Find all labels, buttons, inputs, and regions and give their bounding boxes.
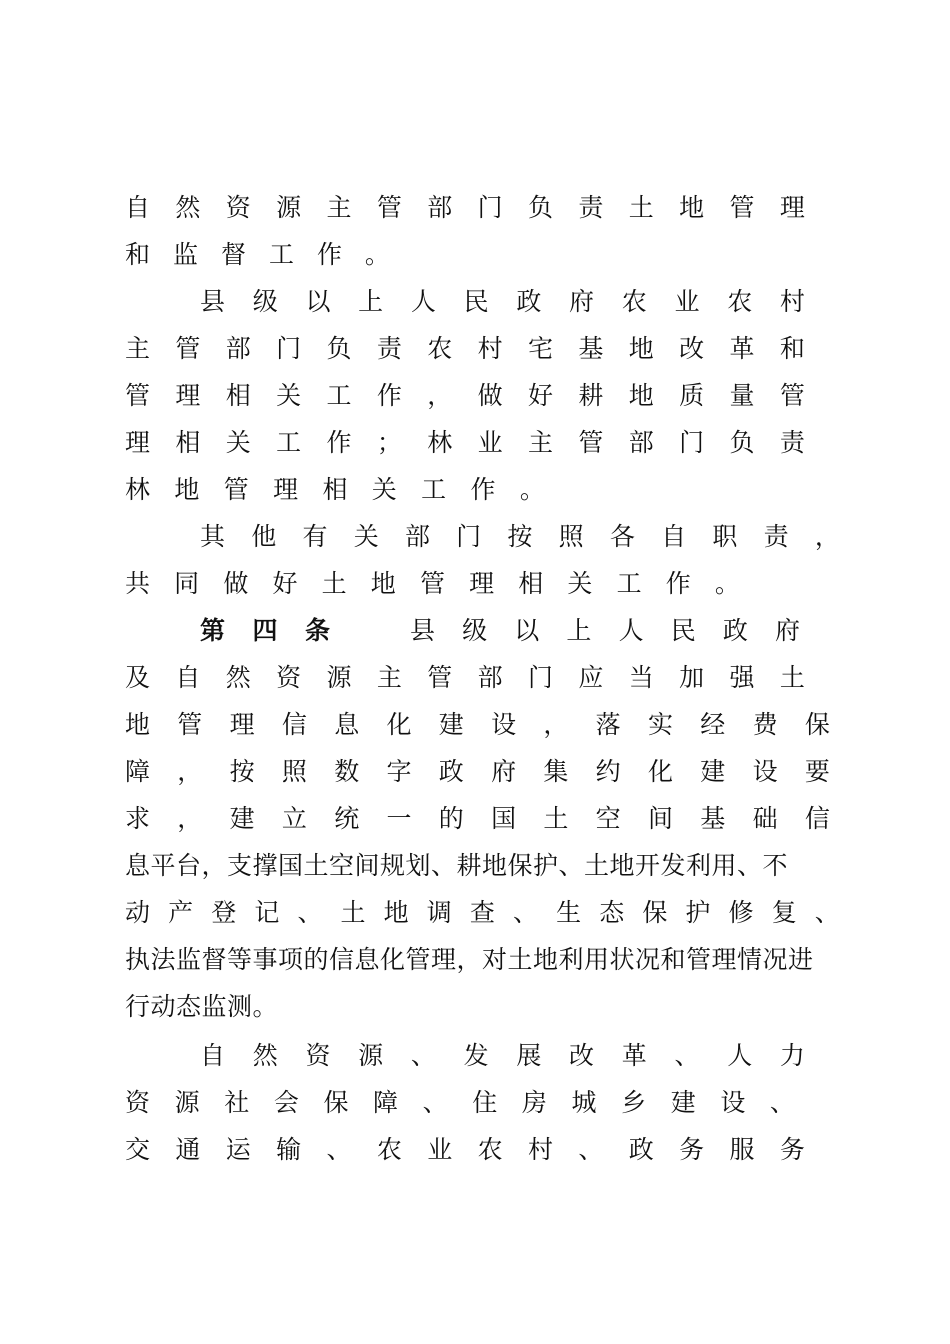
text-char: 交: [125, 1135, 151, 1164]
text-char: 信: [281, 710, 307, 739]
text-char: 管: [125, 381, 151, 410]
text-char: 会: [273, 1088, 299, 1117]
text-char: 府: [569, 287, 595, 316]
text-char: 地: [174, 475, 200, 504]
text-char: 政: [438, 757, 464, 786]
text-line-8: [200, 517, 840, 557]
text-char: 设: [720, 1088, 746, 1117]
text-char: 级: [252, 287, 278, 316]
text-char: ，: [543, 710, 569, 739]
heading-char: 第: [200, 616, 226, 645]
text-char: 。: [519, 475, 545, 504]
text-char: 工: [616, 569, 642, 598]
text-char: 民: [670, 616, 696, 645]
text-char: 空: [595, 804, 621, 833]
text-line-6: [125, 423, 805, 463]
heading-char: 条: [304, 616, 330, 645]
text-char: 业: [427, 1135, 453, 1164]
article-number: [200, 611, 330, 651]
text-char: 态: [599, 898, 625, 927]
text-char: 源: [326, 663, 352, 692]
text-char: 建: [438, 710, 464, 739]
text-char: 理: [229, 710, 255, 739]
text-char: 作: [470, 475, 496, 504]
text-char: 化: [386, 710, 412, 739]
text-char: 作: [326, 428, 352, 457]
text-char: 立: [281, 804, 307, 833]
text-char: 费: [752, 710, 778, 739]
text-char: 集: [543, 757, 569, 786]
text-char: 运: [225, 1135, 251, 1164]
text-char: 门: [456, 522, 482, 551]
text-line-3: [200, 282, 805, 322]
text-char: 地: [125, 710, 151, 739]
text-char: 地: [679, 193, 705, 222]
text-char: 改: [679, 334, 705, 363]
text-char: 主: [125, 334, 151, 363]
text-char: 土: [321, 569, 347, 598]
text-char: 数: [334, 757, 360, 786]
text-char: 按: [229, 757, 255, 786]
text-char: 理: [779, 193, 805, 222]
text-char: 林: [125, 475, 151, 504]
text-char: 理: [175, 381, 201, 410]
text-char: 农: [727, 287, 753, 316]
text-char: 建: [229, 804, 255, 833]
text-char: 相: [225, 381, 251, 410]
text-char: 管: [779, 381, 805, 410]
text-char: 求: [125, 804, 151, 833]
text-char: 关: [567, 569, 593, 598]
text-char: 保: [323, 1088, 349, 1117]
text-char: 基: [578, 334, 604, 363]
text-char: 管: [427, 663, 453, 692]
text-char: 字: [386, 757, 412, 786]
text-char: 土: [779, 663, 805, 692]
text-char: 负: [528, 193, 554, 222]
text-char: 其: [200, 522, 226, 551]
text-char: 做: [477, 381, 503, 410]
text-char: 人: [618, 616, 644, 645]
text-char: ，: [427, 381, 453, 410]
text-char: 、: [297, 898, 323, 927]
text-char: 管: [376, 193, 402, 222]
text-char: 国: [491, 804, 517, 833]
text-line-11: [125, 658, 805, 698]
text-char: 资: [225, 193, 251, 222]
text-char: 共: [125, 569, 151, 598]
article-heading-line: [200, 611, 810, 651]
text-char: 农: [477, 1135, 503, 1164]
text-char: 作: [376, 381, 402, 410]
text-char: 民: [463, 287, 489, 316]
text-char: 调: [426, 898, 452, 927]
text-char: 管: [419, 569, 445, 598]
text-char: 农: [621, 287, 647, 316]
text-char: 统: [334, 804, 360, 833]
text-char: 作: [665, 569, 691, 598]
text-char: 源: [358, 1041, 384, 1070]
text-char: 房: [521, 1088, 547, 1117]
text-char: 管: [729, 193, 755, 222]
text-char: 负: [326, 334, 352, 363]
text-char: 关: [276, 381, 302, 410]
text-char: 然: [252, 1041, 278, 1070]
text-char: 量: [729, 381, 755, 410]
text-char: 责: [578, 193, 604, 222]
text-char: 发: [463, 1041, 489, 1070]
text-char: 府: [491, 757, 517, 786]
text-char: 部: [628, 428, 654, 457]
text-char: 工: [276, 428, 302, 457]
text-line-7: [125, 470, 545, 510]
text-char: 门: [477, 193, 503, 222]
text-char: 强: [729, 663, 755, 692]
text-char: 基: [700, 804, 726, 833]
text-char: 管: [578, 428, 604, 457]
text-char: 主: [326, 193, 352, 222]
text-char: 理: [125, 428, 151, 457]
text-char: 职: [712, 522, 738, 551]
text-char: 、: [422, 1088, 448, 1117]
text-char: 信: [804, 804, 830, 833]
text-char: 以: [305, 287, 331, 316]
text-char: ，: [814, 522, 840, 551]
text-char: 相: [322, 475, 348, 504]
text-char: 革: [729, 334, 755, 363]
text-char: 上: [566, 616, 592, 645]
text-char: 约: [595, 757, 621, 786]
text-char: 务: [779, 1135, 805, 1164]
text-char: 源: [276, 193, 302, 222]
text-char: 复: [771, 898, 797, 927]
text-char: 责: [376, 334, 402, 363]
text-line-17: 执法监督等事项的信息化管理，对土地利用状况和管理情况进: [125, 945, 814, 974]
text-char: 林: [427, 428, 453, 457]
text-line-9: [125, 564, 740, 604]
text-char: 加: [679, 663, 705, 692]
text-char: 人: [410, 287, 436, 316]
text-char: 宅: [528, 334, 554, 363]
text-char: 登: [211, 898, 237, 927]
text-char: 改: [569, 1041, 595, 1070]
text-char: 地: [628, 381, 654, 410]
text-char: 质: [679, 381, 705, 410]
text-char: 门: [276, 334, 302, 363]
text-char: 上: [358, 287, 384, 316]
text-char: 有: [302, 522, 328, 551]
text-char: 源: [174, 1088, 200, 1117]
text-char: 管: [175, 334, 201, 363]
text-char: 农: [376, 1135, 402, 1164]
text-char: 责: [763, 522, 789, 551]
text-char: 资: [125, 1088, 151, 1117]
text-char: 好: [528, 381, 554, 410]
text-char: 修: [728, 898, 754, 927]
text-char: 业: [674, 287, 700, 316]
article-heading-text: [410, 611, 800, 651]
text-char: 负: [729, 428, 755, 457]
text-char: 部: [225, 334, 251, 363]
text-char: 县: [410, 616, 436, 645]
text-char: 以: [514, 616, 540, 645]
text-char: 自: [125, 193, 151, 222]
text-char: 工: [268, 240, 294, 269]
text-char: 、: [326, 1135, 352, 1164]
text-char: 护: [685, 898, 711, 927]
text-char: 关: [225, 428, 251, 457]
text-char: 落: [595, 710, 621, 739]
text-char: 地: [370, 569, 396, 598]
text-char: 政: [722, 616, 748, 645]
text-char: 、: [512, 898, 538, 927]
text-char: 生: [556, 898, 582, 927]
text-char: 革: [621, 1041, 647, 1070]
text-char: 县: [200, 287, 226, 316]
text-char: 耕: [578, 381, 604, 410]
text-char: 和: [125, 240, 151, 269]
text-char: 照: [281, 757, 307, 786]
text-line-21: [125, 1130, 805, 1170]
text-char: 主: [376, 663, 402, 692]
text-char: 息: [334, 710, 360, 739]
text-char: 地: [383, 898, 409, 927]
text-char: 保: [804, 710, 830, 739]
text-char: 村: [477, 334, 503, 363]
text-char: 府: [774, 616, 800, 645]
text-char: 乡: [621, 1088, 647, 1117]
text-char: 建: [670, 1088, 696, 1117]
text-char: 应: [578, 663, 604, 692]
text-char: 设: [491, 710, 517, 739]
text-char: 和: [779, 334, 805, 363]
text-char: 。: [364, 240, 390, 269]
text-char: 务: [679, 1135, 705, 1164]
text-char: 政: [628, 1135, 654, 1164]
text-char: 通: [175, 1135, 201, 1164]
text-line-4: [125, 329, 805, 369]
text-char: 。: [714, 569, 740, 598]
text-char: 管: [223, 475, 249, 504]
text-line-5: [125, 376, 805, 416]
text-char: 及: [125, 663, 151, 692]
text-char: 照: [558, 522, 584, 551]
text-char: 管: [177, 710, 203, 739]
text-char: 政: [516, 287, 542, 316]
text-char: 门: [528, 663, 554, 692]
text-char: 人: [727, 1041, 753, 1070]
text-line-19: [200, 1036, 805, 1076]
text-char: 记: [254, 898, 280, 927]
text-char: 农: [427, 334, 453, 363]
text-char: 经: [700, 710, 726, 739]
text-char: 责: [779, 428, 805, 457]
text-char: 的: [438, 804, 464, 833]
text-char: 级: [462, 616, 488, 645]
text-char: 要: [804, 757, 830, 786]
text-line-16: [125, 893, 840, 933]
text-char: 住: [472, 1088, 498, 1117]
text-char: 输: [276, 1135, 302, 1164]
text-char: 土: [543, 804, 569, 833]
text-char: 、: [674, 1041, 700, 1070]
text-char: 间: [647, 804, 673, 833]
text-char: 自: [175, 663, 201, 692]
text-char: 监: [172, 240, 198, 269]
text-char: 门: [679, 428, 705, 457]
text-char: 力: [779, 1041, 805, 1070]
text-char: 好: [272, 569, 298, 598]
text-char: 城: [571, 1088, 597, 1117]
text-char: 自: [661, 522, 687, 551]
heading-char: 四: [252, 616, 278, 645]
text-char: 理: [469, 569, 495, 598]
text-char: 障: [373, 1088, 399, 1117]
text-char: 关: [353, 522, 379, 551]
text-char: 督: [220, 240, 246, 269]
text-char: 工: [326, 381, 352, 410]
text-line-15: 息平台，支撑国土空间规划、耕地保护、土地开发利用、不: [125, 851, 789, 880]
text-char: 障: [125, 757, 151, 786]
text-char: 当: [628, 663, 654, 692]
text-char: 实: [647, 710, 673, 739]
text-char: 主: [528, 428, 554, 457]
text-char: 相: [518, 569, 544, 598]
text-char: 展: [516, 1041, 542, 1070]
text-char: 各: [609, 522, 635, 551]
text-line-2: [125, 235, 390, 275]
text-char: 、: [814, 898, 840, 927]
text-char: 关: [371, 475, 397, 504]
text-char: 按: [507, 522, 533, 551]
text-line-18: 行动态监测。: [125, 992, 279, 1021]
text-line-1: [125, 188, 805, 228]
text-char: 查: [469, 898, 495, 927]
text-char: 相: [175, 428, 201, 457]
text-char: 建: [700, 757, 726, 786]
text-char: 部: [477, 663, 503, 692]
text-char: 、: [578, 1135, 604, 1164]
text-char: ；: [376, 428, 402, 457]
text-line-14: [125, 799, 830, 839]
text-char: 资: [305, 1041, 331, 1070]
text-char: 保: [642, 898, 668, 927]
text-line-20: [125, 1083, 795, 1123]
text-char: 动: [125, 898, 151, 927]
text-char: 社: [224, 1088, 250, 1117]
text-char: ，: [177, 804, 203, 833]
text-line-12: [125, 705, 830, 745]
text-char: 一: [386, 804, 412, 833]
text-char: 他: [251, 522, 277, 551]
text-char: ，: [177, 757, 203, 786]
text-char: 然: [175, 193, 201, 222]
text-char: 设: [752, 757, 778, 786]
text-char: 地: [628, 334, 654, 363]
text-char: 、: [410, 1041, 436, 1070]
text-char: 做: [223, 569, 249, 598]
text-char: 然: [225, 663, 251, 692]
text-char: 、: [769, 1088, 795, 1117]
text-char: 土: [340, 898, 366, 927]
text-char: 资: [276, 663, 302, 692]
text-char: 工: [421, 475, 447, 504]
text-char: 理: [273, 475, 299, 504]
text-char: 部: [427, 193, 453, 222]
text-char: 村: [779, 287, 805, 316]
text-char: 业: [477, 428, 503, 457]
text-line-13: [125, 752, 830, 792]
text-char: 同: [174, 569, 200, 598]
text-char: 土: [628, 193, 654, 222]
text-char: 服: [729, 1135, 755, 1164]
text-char: 础: [752, 804, 778, 833]
text-char: 作: [316, 240, 342, 269]
text-char: 化: [647, 757, 673, 786]
text-char: 部: [404, 522, 430, 551]
text-char: 自: [200, 1041, 226, 1070]
text-char: 产: [168, 898, 194, 927]
text-char: 村: [528, 1135, 554, 1164]
